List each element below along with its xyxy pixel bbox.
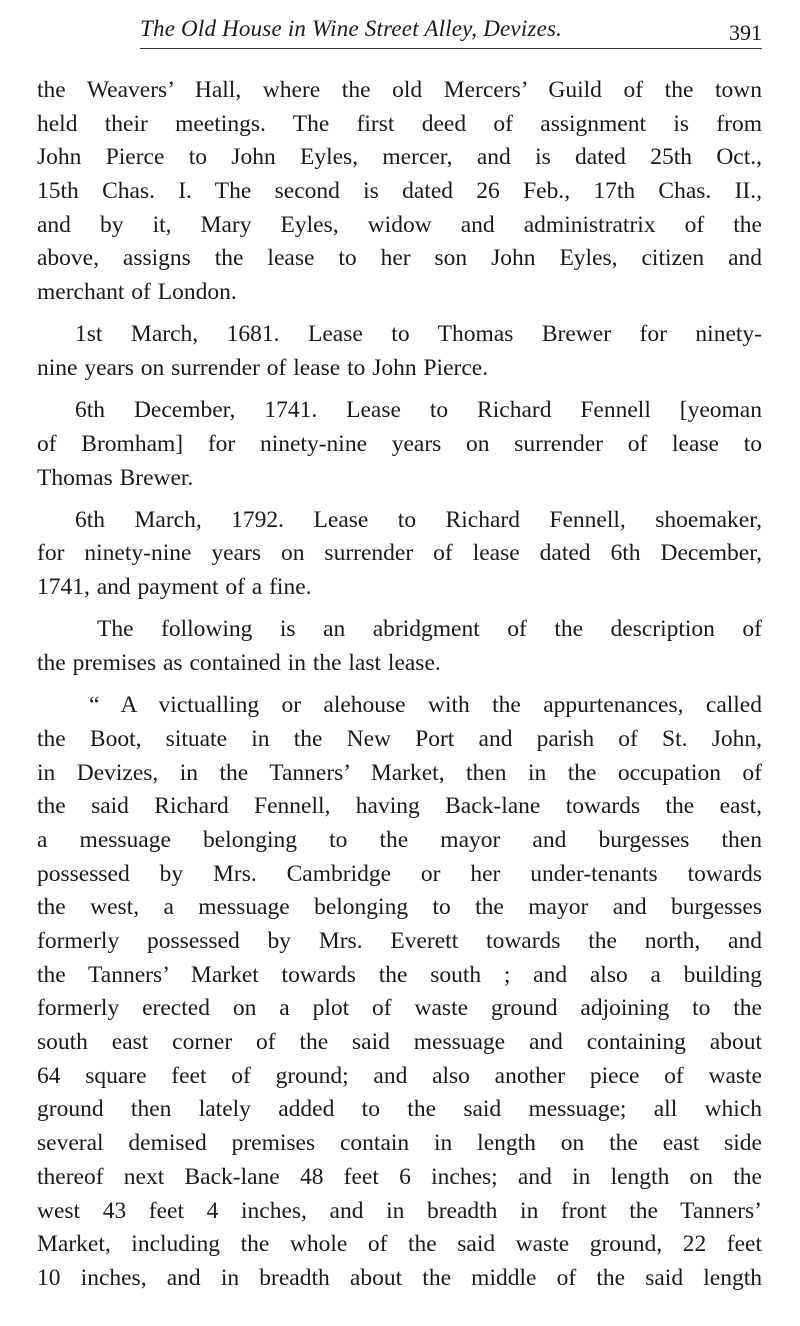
text-line: Market, including the whole of the said waste ground, 22 feet (37, 1231, 762, 1258)
text-line: 1st March, 1681. Lease to Thomas Brewer for ninety- (75, 321, 762, 348)
page-number: 391 (729, 20, 762, 45)
text-line: 15th Chas. I. The second is dated 26 Feb., 17th Chas. II., (37, 178, 762, 205)
paragraph (37, 318, 762, 385)
text-line: merchant of London. (37, 279, 237, 306)
text-line: formerly erected on a plot of waste ground adjoining to the (37, 995, 762, 1022)
text-line: for ninety-nine years on surrender of lease dated 6th December, (37, 540, 762, 567)
text-line: ground then lately added to the said messuage; all which (37, 1096, 762, 1123)
text-line: the Boot, situate in the New Port and parish of St. John, (37, 725, 762, 752)
page-body (37, 74, 762, 1304)
paragraph (37, 394, 762, 495)
text-line: the Tanners’ Market towards the south ; and also a building (37, 961, 762, 988)
paragraph (37, 74, 762, 310)
text-line: “ A victualling or alehouse with the appurtenances, called (89, 692, 762, 719)
text-line: above, assigns the lease to her son John Eyles, citizen and (37, 245, 762, 272)
text-line: a messuage belonging to the mayor and burgesses then (37, 826, 762, 853)
paragraph (37, 504, 762, 605)
running-title: The Old House in Wine Street Alley, Devizes. (140, 16, 563, 41)
text-line: 10 inches, and in breadth about the middle of the said length (37, 1264, 762, 1291)
text-line: in Devizes, in the Tanners’ Market, then in the occupation of (37, 759, 762, 786)
text-line: several demised premises contain in length on the east side (37, 1130, 762, 1157)
text-line: and by it, Mary Eyles, widow and administratrix of the (37, 211, 762, 238)
text-line: 64 square feet of ground; and also another piece of waste (37, 1062, 762, 1089)
paragraph (37, 613, 762, 680)
text-line: The following is an abridgment of the description of (97, 616, 762, 643)
text-line: nine years on surrender of lease to John Pierce. (37, 355, 489, 381)
text-line: the Weavers’ Hall, where the old Mercers’ Guild of the town (37, 77, 762, 103)
text-line: west 43 feet 4 inches, and in breadth in front the Tanners’ (37, 1197, 762, 1224)
text-line: 6th March, 1792. Lease to Richard Fennell, shoemaker, (75, 506, 762, 533)
text-line: held their meetings. The first deed of assignment is from (37, 110, 762, 137)
text-line: the said Richard Fennell, having Back-lane towards the east, (37, 793, 762, 820)
text-line: possessed by Mrs. Cambridge or her under-tenants towards (37, 860, 762, 887)
page-header (140, 8, 762, 49)
text-line: thereof next Back-lane 48 feet 6 inches; and in length on the (37, 1163, 762, 1190)
paragraph (37, 689, 762, 1295)
text-line: south east corner of the said messuage and containing about (37, 1029, 762, 1056)
text-line: John Pierce to John Eyles, mercer, and is dated 25th Oct., (37, 144, 762, 171)
text-line: the west, a messuage belonging to the mayor and burgesses (37, 894, 762, 921)
text-line: 6th December, 1741. Lease to Richard Fennell [yeoman (75, 397, 762, 424)
text-line: 1741, and payment of a fine. (37, 574, 312, 601)
text-line: the premises as contained in the last lease. (37, 650, 441, 676)
text-line: of Bromham] for ninety-nine years on surrender of lease to (37, 430, 762, 457)
text-line: formerly possessed by Mrs. Everett towards the north, and (37, 928, 762, 954)
text-line: Thomas Brewer. (37, 464, 194, 491)
